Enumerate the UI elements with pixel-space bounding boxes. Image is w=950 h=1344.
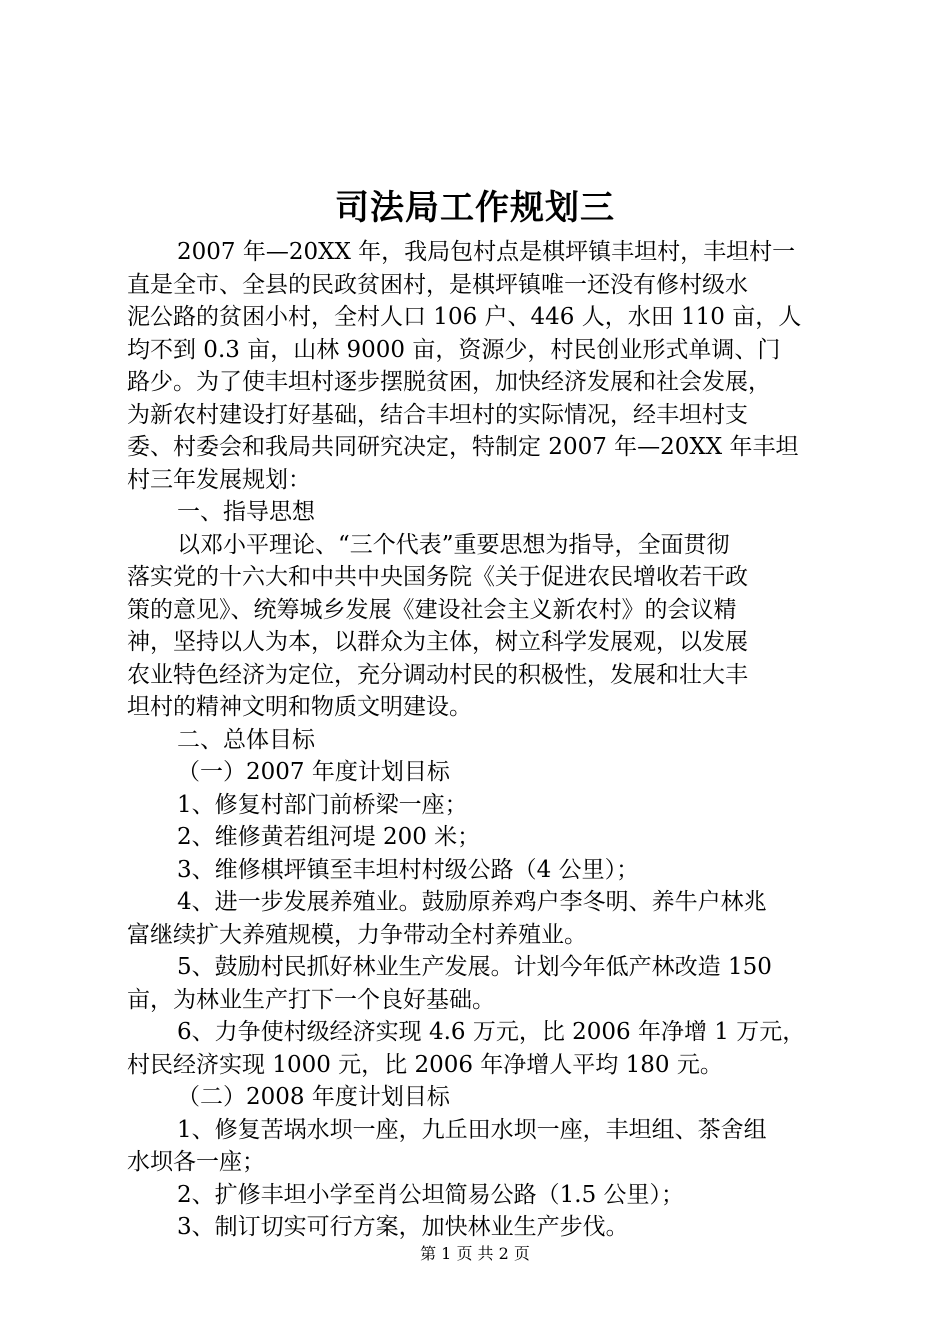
subsection-heading: （一）2007 年度计划目标 [177, 759, 450, 785]
text-line: 委、村委会和我局共同研究决定，特制定 2007 年—20XX 年丰坦 [127, 434, 799, 460]
text-line: 策的意见》、统筹城乡发展《建设社会主义新农村》的会议精 [127, 596, 737, 623]
text-line: 为新农村建设打好基础，结合丰坦村的实际情况，经丰坦村支 [127, 401, 748, 428]
list-item: 1、修复苦埚水坝一座，九丘田水坝一座，丰坦组、茶舍组 [177, 1116, 767, 1143]
list-item: 1、修复村部门前桥梁一座； [177, 791, 468, 818]
text-line: 亩，为林业生产打下一个良好基础。 [127, 986, 495, 1013]
text-line: 农业特色经济为定位，充分调动村民的积极性，发展和壮大丰 [127, 661, 748, 688]
text-line: 均不到 0.3 亩，山林 9000 亩，资源少，村民创业形式单调、门 [127, 336, 781, 363]
list-item: 2、维修黄若组河堤 200 米； [177, 824, 481, 850]
text-line: 以邓小平理论、“三个代表”重要思想为指导，全面贯彻 [177, 531, 730, 558]
text-line: 2007 年—20XX 年，我局包村点是棋坪镇丰坦村，丰坦村一 [177, 239, 796, 265]
section-heading: 一、指导思想 [177, 499, 315, 525]
list-item: 3、制订切实可行方案，加快林业生产步伐。 [177, 1214, 629, 1240]
text-line: 落实党的十六大和中共中央国务院《关于促进农民增收若干政 [127, 564, 748, 590]
text-line: 村三年发展规划： [127, 466, 311, 493]
text-line: 直是全市、全县的民政贫困村，是棋坪镇唯一还没有修村级水 [127, 271, 748, 298]
page-title: 司法局工作规划三 [335, 188, 615, 228]
list-item: 6、力争使村级经济实现 4.6 万元，比 2006 年净增 1 万元， [177, 1019, 806, 1045]
list-item: 5、鼓励村民抓好林业生产发展。计划今年低产林改造 150 [177, 954, 772, 980]
text-line: 坦村的精神文明和物质文明建设。 [127, 694, 472, 720]
text-line: 水坝各一座； [127, 1149, 265, 1175]
text-line: 路少。为了使丰坦村逐步摆脱贫困，加快经济发展和社会发展， [127, 369, 771, 395]
text-line: 泥公路的贫困小村，全村人口 106 户、446 人，水田 110 亩，人 [127, 304, 802, 330]
text-line: 村民经济实现 1000 元，比 2006 年净增人平均 180 元。 [127, 1051, 723, 1078]
body-text [127, 236, 833, 1244]
list-item: 2、扩修丰坦小学至肖公坦简易公路（1.5 公里）； [177, 1181, 685, 1208]
page-footer: 第 1 页 共 2 页 [420, 1244, 530, 1263]
list-item: 3、维修棋坪镇至丰坦村村级公路（4 公里）； [177, 856, 640, 883]
subsection-heading: （二）2008 年度计划目标 [177, 1084, 450, 1110]
text-line: 富继续扩大养殖规模，力争带动全村养殖业。 [127, 921, 587, 948]
list-item: 4、进一步发展养殖业。鼓励原养鸡户李冬明、养牛户林兆 [177, 889, 767, 915]
section-heading: 二、总体目标 [177, 726, 315, 753]
text-line: 神，坚持以人为本，以群众为主体，树立科学发展观，以发展 [127, 629, 748, 655]
